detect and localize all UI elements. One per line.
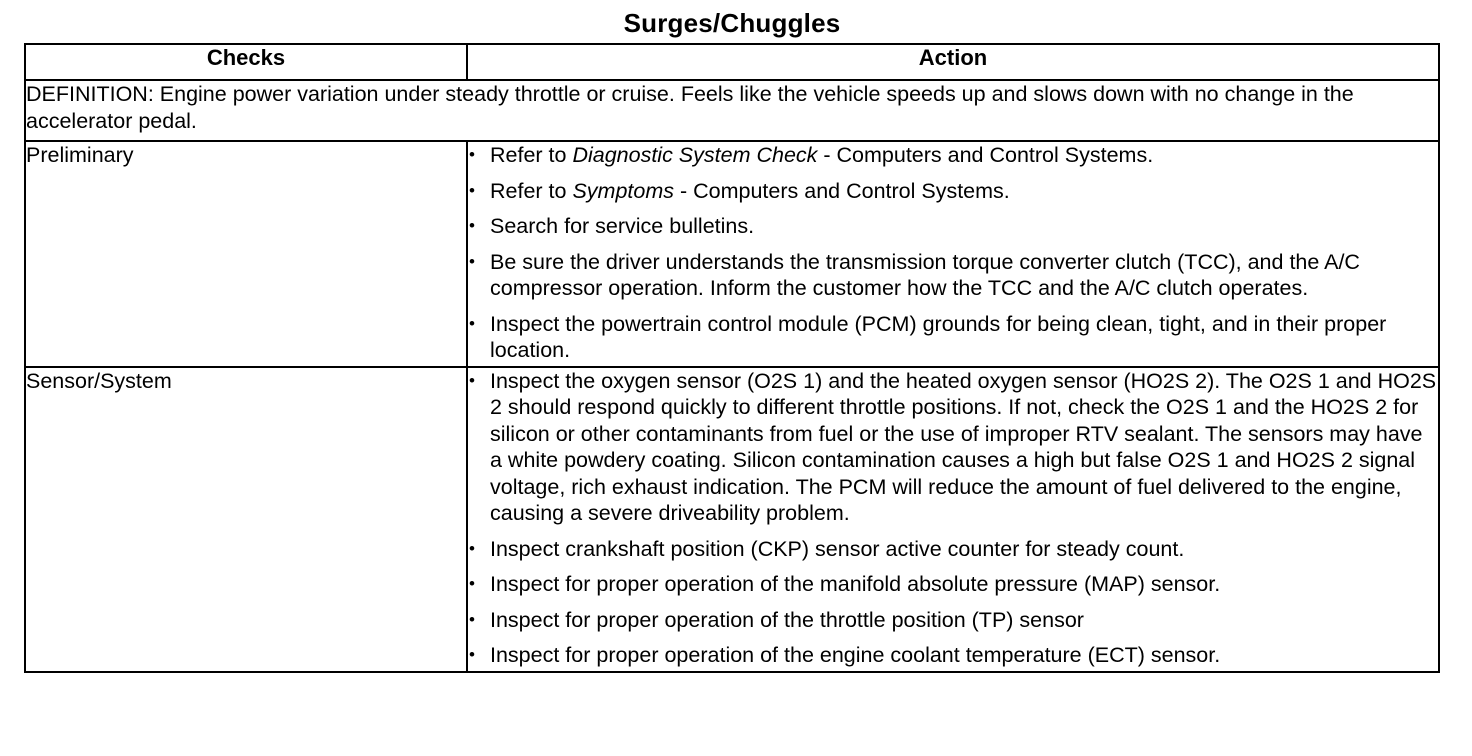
action-cell [467, 141, 1439, 367]
list-item: • Inspect the oxygen sensor (O2S 1) and the heated oxygen sensor (HO2S 2). The O2S 1 and HO2S 2 should respond quickly to different throttle positions. If not, check the O2S 1 and the HO2S 2 for silicon or other contaminants from fuel or the use of improper RTV sealant. The sensors may have a white powdery coating. Silicon contamination causes a high but false O2S 1 and HO2S 2 signal voltage, rich exhaust indication. The PCM will reduce the amount of fuel delivered to the engine, causing a severe driveability problem. [469, 368, 1437, 525]
list-item: • Search for service bulletins. [469, 214, 755, 238]
bullet-icon: • [469, 645, 475, 664]
header-action: Action [467, 44, 1439, 80]
definition-row [25, 80, 1439, 141]
action-list [468, 368, 1438, 669]
table-row [25, 367, 1439, 672]
table-row [25, 141, 1439, 367]
header-checks: Checks [25, 44, 467, 80]
list-item: • Inspect for proper operation of the engine coolant temperature (ECT) sensor. [469, 643, 1221, 667]
bullet-icon: • [469, 180, 475, 200]
check-sensor-system: Sensor/System [25, 367, 467, 672]
bullet-icon: • [469, 251, 475, 271]
list-item: • Inspect for proper operation of the throttle position (TP) sensor [469, 607, 1084, 632]
bullet-icon: • [469, 145, 475, 164]
bullet-icon: • [469, 538, 475, 558]
list-item: • Be sure the driver understands the transmission torque converter clutch (TCC), and the A/C compressor operation. Inform the customer how the TCC and the A/C clutch operates. [469, 249, 1360, 300]
list-item: • Refer to Diagnostic System Check - Computers and Control Systems. [469, 143, 1154, 167]
bullet-icon: • [469, 609, 475, 629]
bullet-icon: • [469, 313, 475, 333]
document-title: Surges/Chuggles [623, 8, 841, 38]
action-cell [467, 367, 1439, 672]
bullet-icon: • [469, 216, 475, 235]
list-item: • Inspect the powertrain control module (PCM) grounds for being clean, tight, and in their proper location. [469, 311, 1387, 362]
check-preliminary: Preliminary [25, 141, 467, 367]
action-list [468, 142, 1438, 364]
cross-reference: Symptoms [572, 178, 675, 203]
list-item: • Inspect for proper operation of the manifold absolute pressure (MAP) sensor. [469, 572, 1221, 596]
definition-text: DEFINITION: Engine power variation under steady throttle or cruise. Feels like the vehicle speeds up and slows down with no change in the accelerator pedal. [25, 80, 1439, 141]
cross-reference: Diagnostic System Check [572, 143, 818, 167]
bullet-icon: • [469, 574, 475, 593]
list-item: • Inspect crankshaft position (CKP) sensor active counter for steady count. [469, 536, 1185, 561]
diagnostic-table [24, 43, 1440, 673]
bullet-icon: • [469, 370, 475, 390]
header-row [25, 44, 1439, 80]
list-item: • Refer to Symptoms - Computers and Control Systems. [469, 178, 1010, 203]
